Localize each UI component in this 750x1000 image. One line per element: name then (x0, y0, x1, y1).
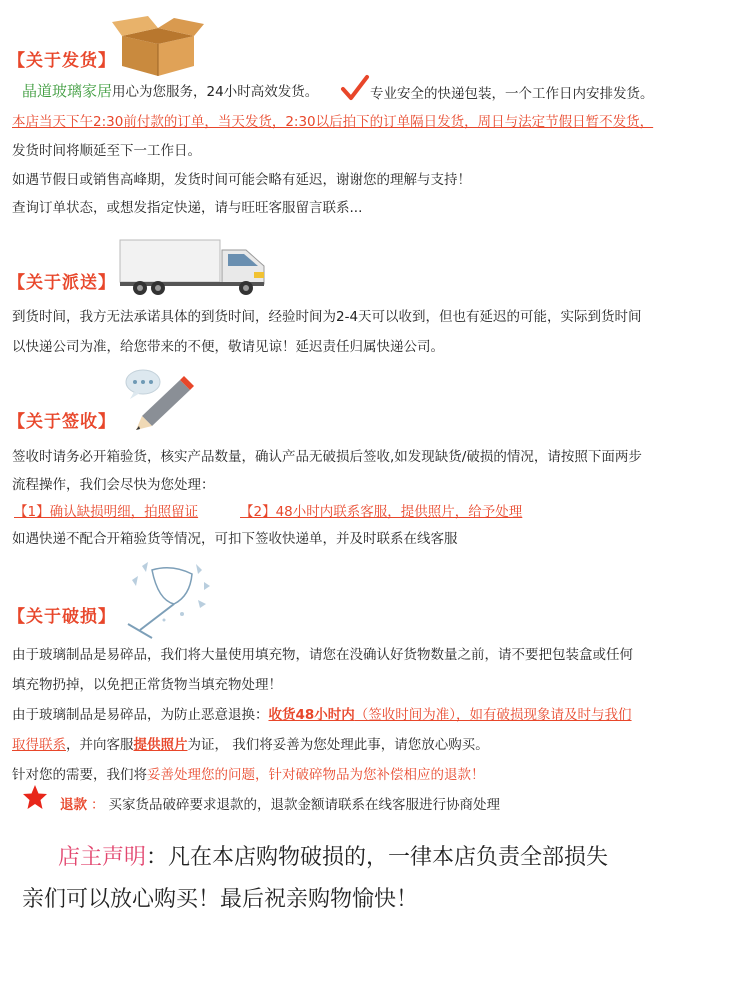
statement-label: 店主声明 (58, 845, 147, 870)
brand-name: 晶道玻璃家居 (22, 82, 113, 100)
delivery-heading: 【关于派送】 (8, 273, 116, 293)
delivery-line-2: 以快递公司为准，给您带来的不便，敬请见谅！延迟责任归属快递公司。 (12, 339, 444, 355)
shipping-line-1 (22, 80, 318, 101)
broken-glass-icon (112, 560, 212, 644)
damage-line-3c: （签收时间为准），如有破损现象请及时与我们 (354, 707, 632, 723)
box-icon (112, 14, 204, 78)
shipping-line-4: 如遇节假日或销售高峰期，发货时间可能会略有延迟，谢谢您的理解与支持！ (12, 172, 471, 188)
damage-line-5a: 针对您的需要，我们将 (12, 767, 147, 783)
damage-line-5 (12, 763, 485, 783)
damage-line-3a: 由于玻璃制品是易碎品，为防止恶意退换： (12, 707, 269, 723)
star-icon (22, 784, 48, 810)
shipping-line-1a: 用心为您服务，24小时高效发货。 (112, 84, 319, 100)
receipt-step-1: 【1】确认缺损明细，拍照留证 (14, 504, 199, 520)
damage-line-3 (12, 703, 632, 723)
receipt-step-2: 【2】48小时内联系客服，提供照片，给予处理 (240, 504, 523, 520)
damage-48h: 收货48小时内 (268, 707, 355, 723)
receipt-line-2: 流程操作，我们会尽快为您处理： (12, 477, 215, 493)
damage-photo: 提供照片 (133, 737, 188, 753)
shipping-line-5: 查询订单状态，或想发指定快递，请与旺旺客服留言联系... (12, 200, 363, 216)
damage-line-1: 由于玻璃制品是易碎品，我们将大量使用填充物，请您在没确认好货物数量之前，请不要把包装盒或任何 (12, 647, 633, 663)
damage-line-4 (12, 733, 489, 753)
damage-heading: 【关于破损】 (8, 607, 116, 627)
statement-text-1: 凡在本店购物破损的，一律本店负责全部损失 (168, 845, 609, 870)
receipt-line-1: 签收时请务必开箱验货，核实产品数量，确认产品无破损后签收,如发现缺货/破损的情况，请按照下面两步 (12, 449, 642, 465)
refund-colon: ： (91, 797, 105, 813)
shipping-line-3: 发货时间将顺延至下一工作日。 (12, 143, 201, 159)
statement-line-1 (58, 840, 608, 871)
refund-row (60, 793, 500, 813)
checkmark-icon (340, 74, 370, 102)
delivery-line-1: 到货时间，我方无法承诺具体的到货时间，经验时间为2-4天可以收到，但也有延迟的可能，实际到货时间 (12, 309, 642, 325)
shipping-line-1b: 专业安全的快递包装，一个工作日内安排发货。 (370, 86, 654, 102)
damage-line-2: 填充物扔掉，以免把正常货物当填充物处理！ (12, 677, 282, 693)
damage-line-4d: 为证， 我们将妥善为您处理此事，请您放心购买。 (187, 737, 489, 753)
damage-contact: 取得联系 (12, 737, 66, 753)
damage-line-5b: 妥善处理您的问题，针对破碎物品为您补偿相应的退款！ (147, 767, 485, 783)
refund-label: 退款 (60, 797, 87, 813)
refund-text: 买家货品破碎要求退款的，退款金额请联系在线客服进行协商处理 (108, 797, 500, 813)
truck-icon (118, 236, 270, 296)
receipt-line-3: 如遇快递不配合开箱验货等情况，可扣下签收快递单，并及时联系在线客服 (12, 531, 458, 547)
receipt-heading: 【关于签收】 (8, 412, 116, 432)
statement-colon: ： (146, 845, 169, 870)
damage-line-4b: ，并向客服 (66, 737, 134, 753)
pencil-icon (130, 376, 196, 430)
statement-line-2: 亲们可以放心购买！最后祝亲购物愉快！ (22, 887, 419, 912)
shipping-heading: 【关于发货】 (8, 51, 116, 71)
shipping-cutoff-notice: 本店当天下午2:30前付款的订单，当天发货，2:30以后拍下的订单隔日发货，周日与法定节假日暂不发货， (12, 114, 654, 130)
